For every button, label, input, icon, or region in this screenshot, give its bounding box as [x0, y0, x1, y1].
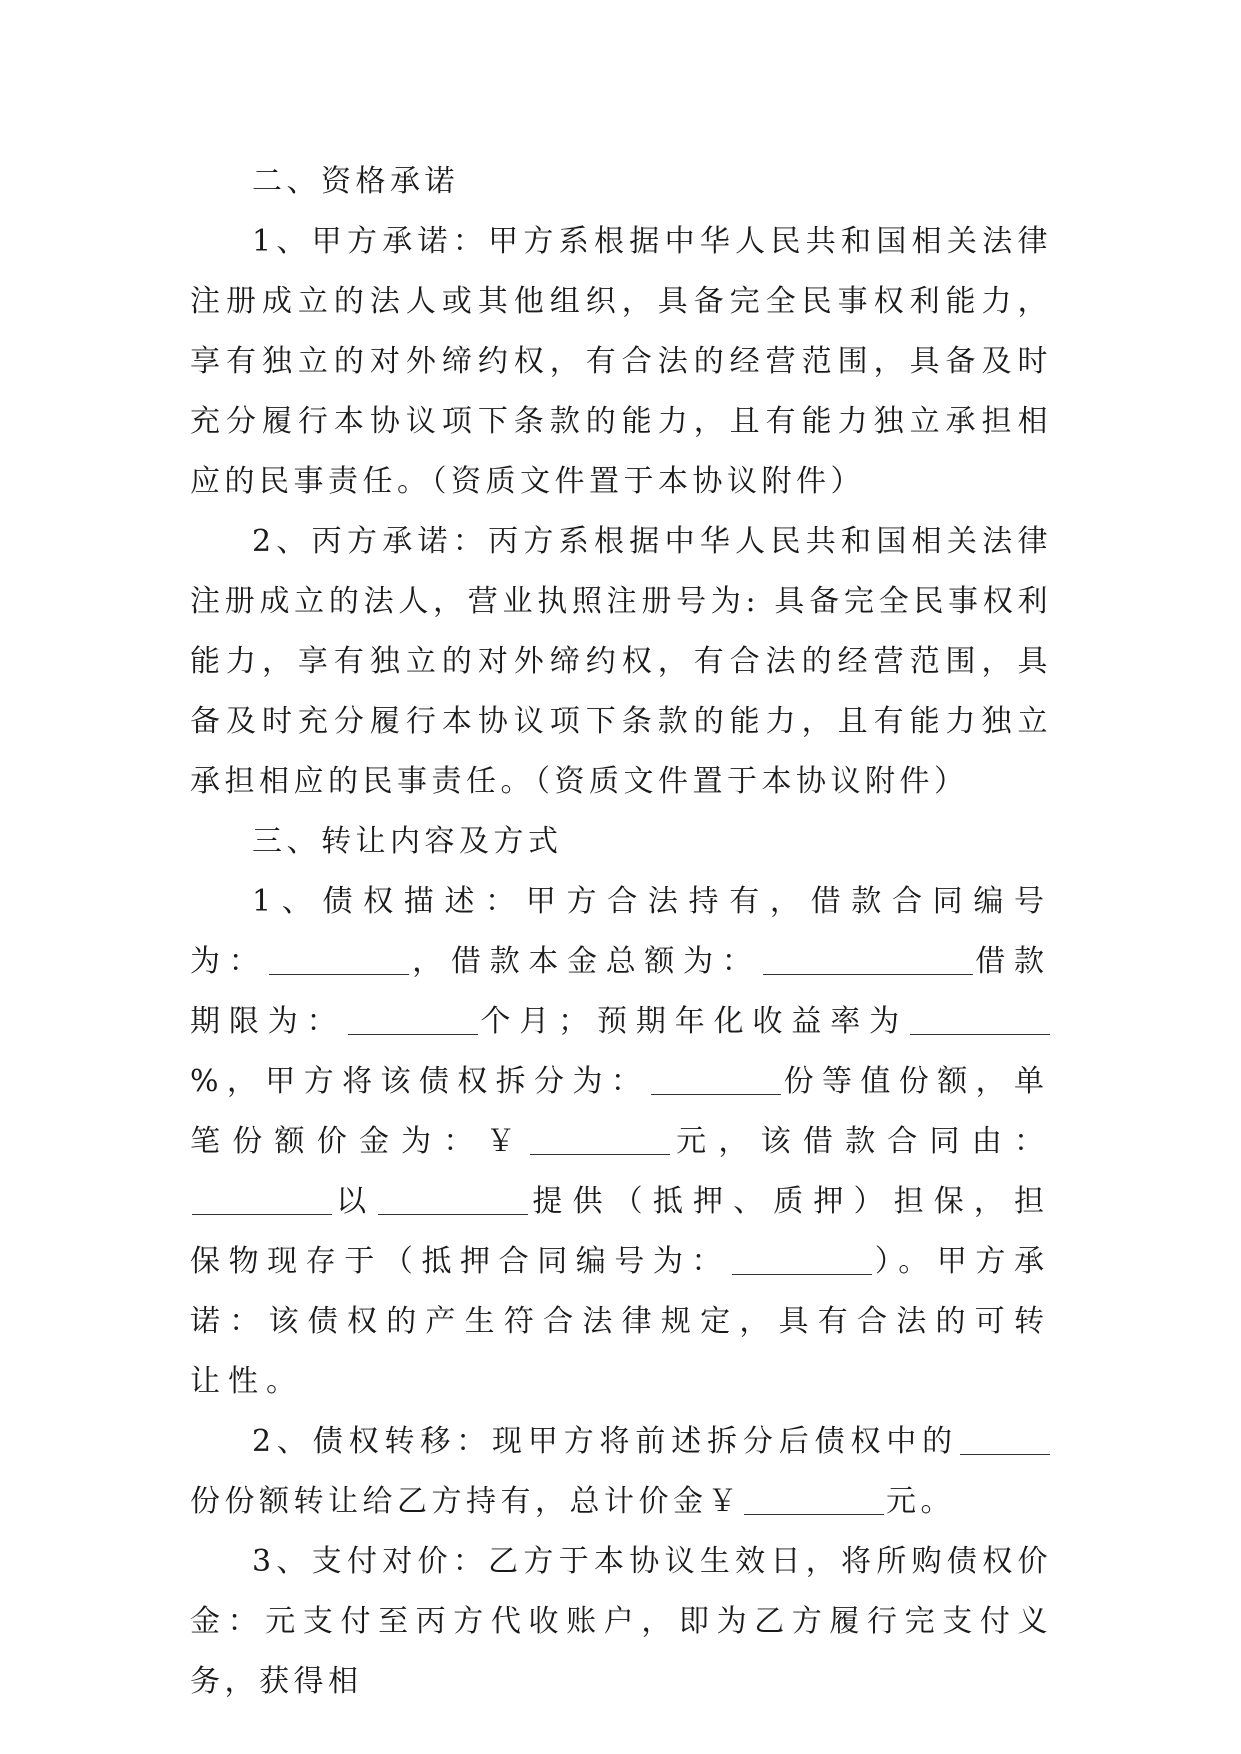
mortgage-contract-number-blank	[732, 1244, 872, 1275]
claim-description	[190, 872, 1052, 1412]
section-heading-qualification: 二、资格承诺	[252, 164, 459, 199]
guarantor-blank	[192, 1184, 332, 1215]
annual-yield-blank	[910, 1004, 1050, 1035]
contract-number-blank	[269, 944, 409, 975]
claim-description-text-10: ）。甲方承诺：该债权的产生符合法律规定，具有合法的可转让性。	[190, 1244, 1053, 1399]
claim-description-text-9: 提供（抵押、质押）担保，担保物现存于（抵押合同编号为：	[190, 1184, 1053, 1279]
claim-transfer-text-3: 元。	[886, 1484, 955, 1519]
transfer-share-blank	[960, 1424, 1050, 1455]
claim-description-text-1: 1、债权描述：甲方合法持有，借款合同编号为：	[190, 884, 1052, 979]
claim-description-text-5: %，甲方将该债权拆分为：	[190, 1064, 650, 1099]
section-heading-transfer: 三、转让内容及方式	[252, 824, 563, 859]
loan-term-blank	[348, 1004, 478, 1035]
collateral-blank	[378, 1184, 528, 1215]
principal-amount-blank	[763, 944, 973, 975]
claim-description-text-6: 份等值份额，单笔份额价金为：￥	[190, 1064, 1052, 1159]
document-body	[190, 152, 1052, 1712]
claim-description-text-8: 以	[334, 1184, 377, 1219]
claim-description-text-7: 元，该借款合同由：	[671, 1124, 1053, 1159]
claim-description-text-2: ，借款本金总额为：	[411, 944, 761, 979]
party-a-commitment: 1、甲方承诺：甲方系根据中华人民共和国相关法律注册成立的法人或其他组织，具备完全民事权利能力，享有独立的对外缔约权，有合法的经营范围，具备及时充分履行本协议项下条款的能力，且有能力独立承担相应的民事责任。（资质文件置于本协议附件）	[190, 224, 1052, 499]
claim-description-text-3: 借款期限为：	[190, 944, 1053, 1039]
payment-consideration: 3、支付对价：乙方于本协议生效日，将所购债权价金：元支付至丙方代收账户，即为乙方履行完支付义务，获得相	[190, 1544, 1052, 1699]
total-price-blank	[744, 1484, 884, 1515]
share-count-blank	[651, 1064, 781, 1095]
claim-transfer	[190, 1412, 1052, 1532]
share-price-blank	[530, 1124, 670, 1155]
claim-transfer-text-2: 份份额转让给乙方持有，总计价金￥	[190, 1484, 742, 1519]
party-c-commitment: 2、丙方承诺：丙方系根据中华人民共和国相关法律注册成立的法人，营业执照注册号为: 具备完全民事权利能力，享有独立的对外缔约权，有合法的经营范围，具备及时充分履行本协议项下条款的能力，且有能力独立承担相应的民事责任。（资质文件置于本协议附件）	[190, 524, 1052, 799]
claim-transfer-text-1: 2、债权转移：现甲方将前述拆分后债权中的	[252, 1424, 958, 1459]
claim-description-text-4: 个月；预期年化收益率为	[479, 1004, 908, 1039]
